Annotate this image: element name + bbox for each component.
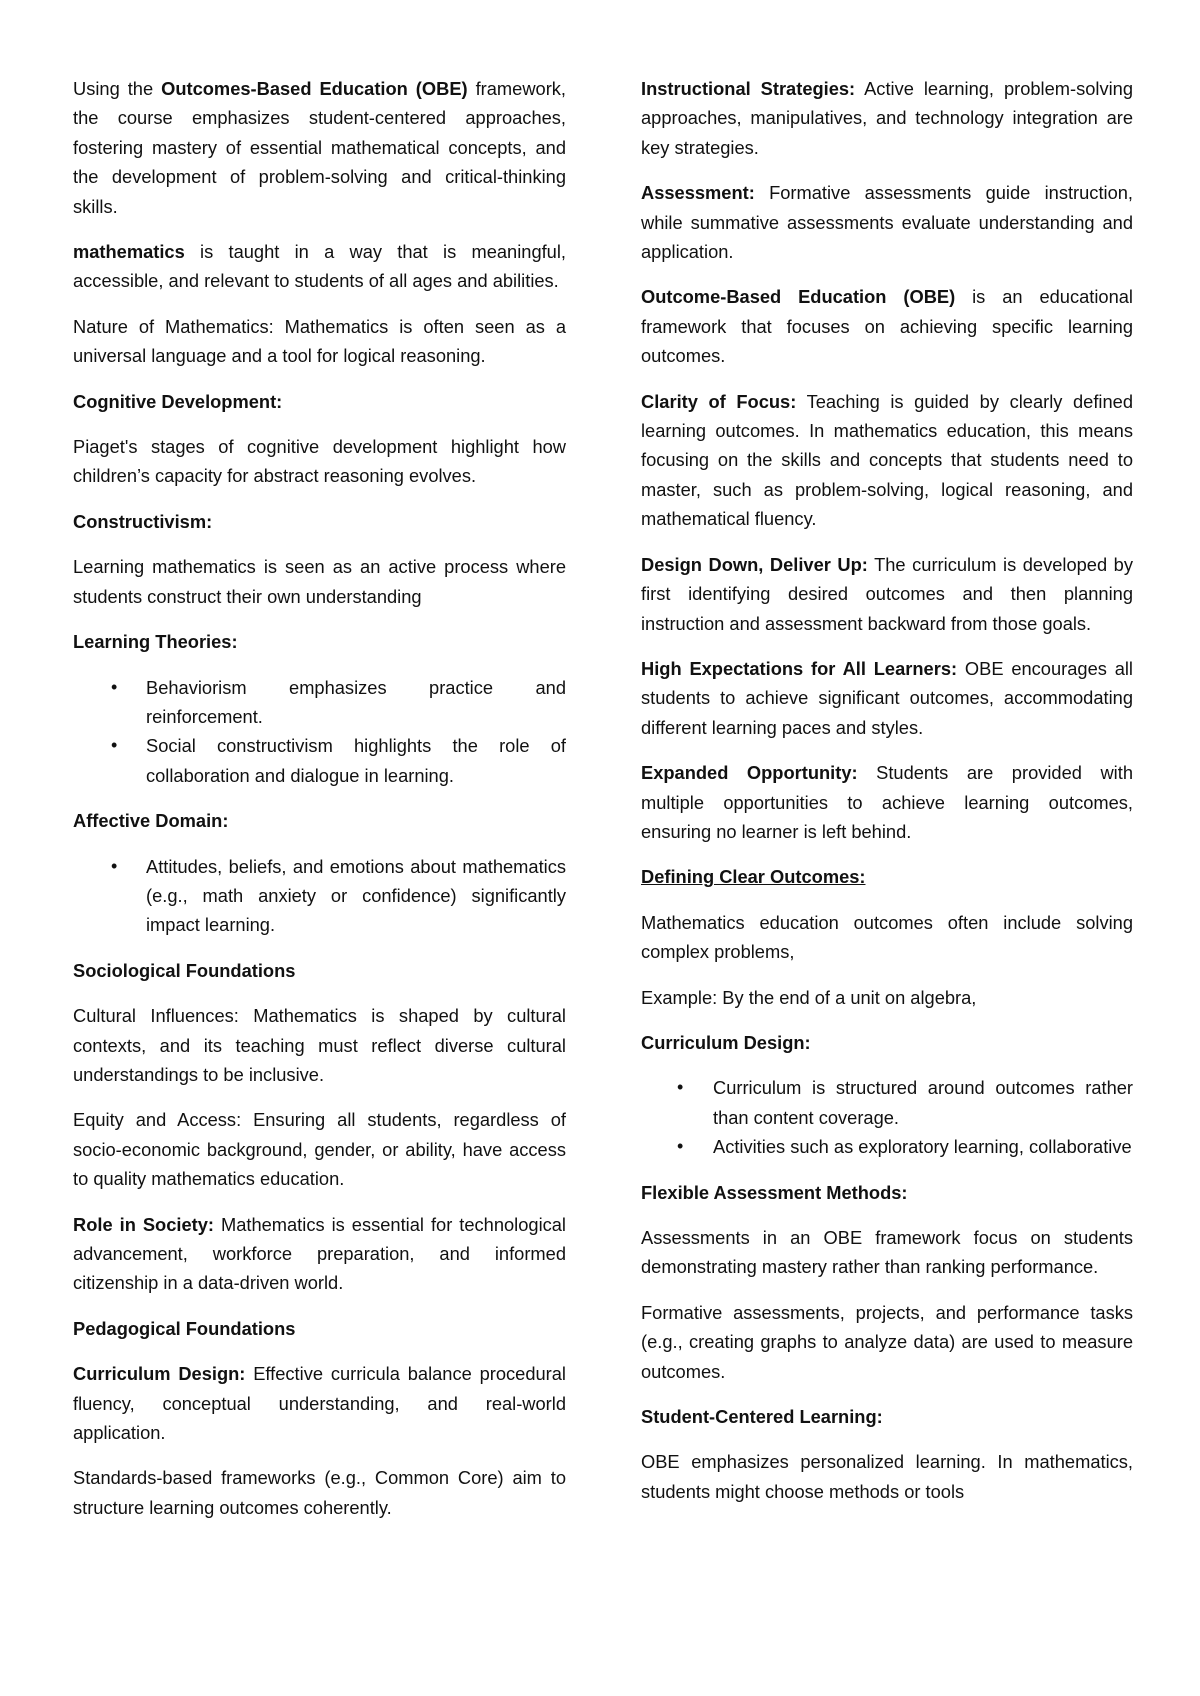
pedagogical-heading-text: Pedagogical Foundations — [73, 1317, 296, 1339]
assessment-text: Formative assessments guide instruction, while summative assessments evaluate understanding and application. — [641, 182, 1133, 263]
instructional-text: Active learning, problem-solving approaches, manipulatives, and technology integration are key strategies. — [641, 78, 1133, 158]
cultural-paragraph: Cultural Influences: Mathematics is shaped by cultural contexts, and its teaching must reflect diverse cultural understandings to be inclusive. — [73, 1005, 566, 1085]
learning-theories-heading-text: Learning Theories: — [73, 631, 238, 653]
instructional-term: Instructional Strategies: — [641, 78, 856, 99]
intro-text-end: framework, the course emphasizes student-centered approaches, fostering mastery of essential mathematical concepts, and the development of problem-solving and critical-thinking skills. — [73, 78, 566, 217]
cognitive-heading-text: Cognitive Development: — [73, 390, 283, 412]
curriculum-text: Effective curricula balance procedural fluency, conceptual understanding, and real-world application. — [73, 1363, 566, 1444]
constructivism-heading-text: Constructivism: — [73, 510, 213, 532]
clarity-paragraph — [641, 387, 1133, 534]
affective-heading-text: Affective Domain: — [73, 810, 229, 832]
high-expectations-paragraph — [641, 654, 1133, 742]
learning-theories-list — [73, 673, 566, 791]
defining-heading-text: Defining Clear Outcomes: — [641, 866, 866, 888]
curriculum-design-list — [641, 1073, 1133, 1161]
left-column — [73, 74, 566, 1538]
obe-term: Outcome-Based Education (OBE) — [641, 286, 956, 308]
student-centered-heading-text: Student-Centered Learning: — [641, 1406, 883, 1428]
sociological-heading-text: Sociological Foundations — [73, 959, 296, 981]
pedagogical-heading — [73, 1314, 566, 1343]
list-item: • Behaviorism emphasizes practice and reinforcement. — [73, 673, 566, 732]
assessment-term: Assessment: — [641, 182, 755, 204]
student-centered-paragraph: OBE emphasizes personalized learning. In mathematics, students might choose methods or tools — [641, 1451, 1133, 1502]
design-down-term: Design Down, Deliver Up: — [641, 553, 868, 575]
curriculum-term: Curriculum Design: — [73, 1363, 246, 1385]
list-item: • Curriculum is structured around outcomes rather than content coverage. — [641, 1073, 1133, 1132]
assessment-paragraph — [641, 178, 1133, 266]
flexible-heading — [641, 1178, 1133, 1207]
list-item: • Social constructivism highlights the role of collaboration and dialogue in learning. — [73, 731, 566, 790]
intro-obe-term: Outcomes-Based Education (OBE) — [161, 78, 468, 99]
defining-heading — [641, 862, 1133, 891]
example-paragraph: Example: By the end of a unit on algebra, — [641, 986, 977, 1008]
intro-text-start: Using the — [73, 78, 162, 99]
list-item: • Attitudes, beliefs, and emotions about mathematics (e.g., math anxiety or confidence) significantly impact learning. — [73, 852, 566, 940]
cognitive-heading — [73, 387, 566, 416]
list-item: • Activities such as exploratory learning, collaborative — [641, 1132, 1133, 1161]
math-text: is taught in a way that is meaningful, accessible, and relevant to students of all ages and abilities. — [73, 241, 566, 292]
role-term: Role in Society: — [73, 1213, 214, 1235]
sociological-heading — [73, 956, 566, 985]
flexible-heading-text: Flexible Assessment Methods: — [641, 1181, 908, 1203]
student-centered-heading — [641, 1402, 1133, 1431]
nature-paragraph: Nature of Mathematics: Mathematics is often seen as a universal language and a tool for logical reasoning. — [73, 315, 566, 367]
flexible-paragraph-1: Assessments in an OBE framework focus on students demonstrating mastery rather than ranking performance. — [641, 1227, 1133, 1278]
instructional-paragraph — [641, 74, 1133, 162]
clarity-text: Teaching is guided by clearly defined learning outcomes. In mathematics education, this means focusing on the skills and concepts that students need to master, such as problem-solving, logical reasoning, and mathematical fluency. — [641, 390, 1133, 530]
learning-theories-heading — [73, 627, 566, 656]
expanded-text: Students are provided with multiple opportunities to achieve learning outcomes, ensuring no learner is left behind. — [641, 762, 1133, 842]
expanded-term: Expanded Opportunity: — [641, 762, 858, 784]
equity-paragraph: Equity and Access: Ensuring all students, regardless of socio-economic background, gender, or ability, have access to quality mathematics education. — [73, 1109, 566, 1190]
defining-paragraph: Mathematics education outcomes often include solving complex problems, — [641, 911, 1133, 963]
clarity-term: Clarity of Focus: — [641, 390, 797, 412]
affective-list — [73, 852, 566, 940]
obe-paragraph — [641, 282, 1133, 370]
math-paragraph — [73, 237, 566, 296]
role-text: Mathematics is essential for technological advancement, workforce preparation, and informed citizenship in a data-driven world. — [73, 1213, 566, 1294]
math-term: mathematics — [73, 241, 185, 263]
high-expectations-term: High Expectations for All Learners: — [641, 657, 958, 679]
curriculum-paragraph — [73, 1359, 566, 1447]
standards-paragraph: Standards-based frameworks (e.g., Common Core) aim to structure learning outcomes coherently. — [73, 1467, 566, 1518]
curriculum-design-heading — [641, 1028, 1133, 1057]
expanded-paragraph — [641, 758, 1133, 846]
constructivism-heading — [73, 507, 566, 536]
intro-paragraph — [73, 74, 566, 221]
design-down-paragraph — [641, 550, 1133, 638]
affective-heading — [73, 806, 566, 835]
right-column — [641, 74, 1133, 1522]
role-paragraph — [73, 1210, 566, 1298]
design-down-text: The curriculum is developed by first identifying desired outcomes and then planning instruction and assessment backward from those goals. — [641, 553, 1133, 634]
cognitive-paragraph: Piaget's stages of cognitive development highlight how children’s capacity for abstract reasoning evolves. — [73, 436, 566, 487]
flexible-paragraph-2: Formative assessments, projects, and performance tasks (e.g., creating graphs to analyze data) are used to measure outcomes. — [641, 1301, 1133, 1382]
constructivism-paragraph: Learning mathematics is seen as an active process where students construct their own understanding — [73, 556, 566, 607]
curriculum-design-heading-text: Curriculum Design: — [641, 1031, 811, 1053]
high-expectations-text: OBE encourages all students to achieve significant outcomes, accommodating different learning paces and styles. — [641, 657, 1133, 738]
obe-text: is an educational framework that focuses on achieving specific learning outcomes. — [641, 286, 1133, 367]
